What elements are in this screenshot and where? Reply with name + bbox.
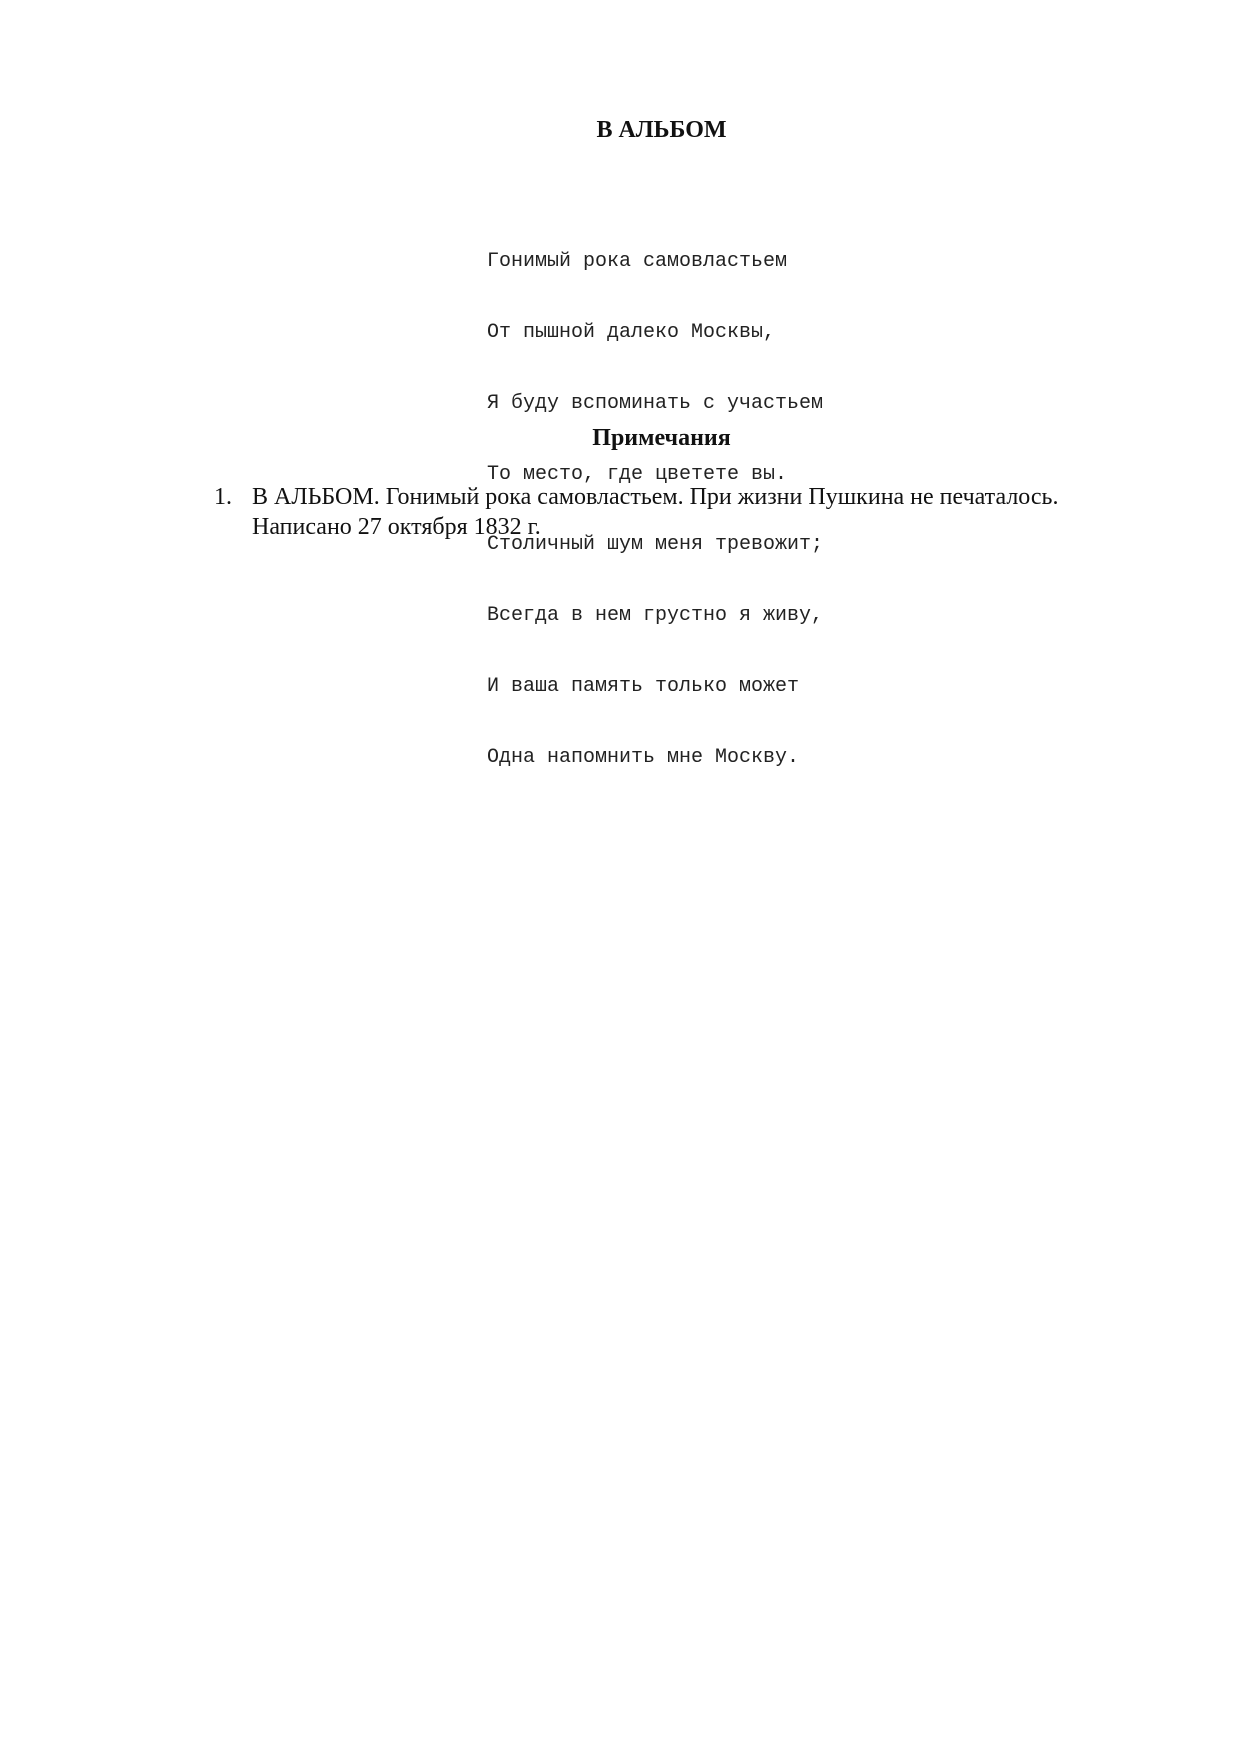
note-text bbox=[252, 482, 1114, 542]
notes-list bbox=[214, 482, 1114, 542]
poem-line: Столичный шум меня тревожит; bbox=[487, 533, 824, 557]
note-line: В АЛЬБОМ. Гонимый рока самовластьем. При жизни Пушкина не печаталось. bbox=[252, 484, 1059, 510]
poem-line: Всегда в нем грустно я живу, bbox=[487, 604, 824, 628]
poem-line: Одна напомнить мне Москву. bbox=[487, 745, 800, 769]
document-title: В АЛЬБОМ bbox=[596, 117, 727, 143]
note-line: Написано 27 октября 1832 г. bbox=[252, 514, 541, 540]
note-item bbox=[214, 482, 1114, 542]
poem-line: И ваша память только может bbox=[487, 674, 800, 698]
poem-line: То место, где цветете вы. bbox=[487, 462, 788, 486]
poem-line: От пышной далеко Москвы, bbox=[487, 320, 776, 344]
poem-line: Гонимый рока самовластьем bbox=[487, 250, 788, 274]
poem-line: Я буду вспоминать с участьем bbox=[487, 391, 824, 415]
note-number: 1. bbox=[214, 484, 232, 510]
notes-heading: Примечания bbox=[592, 425, 731, 451]
